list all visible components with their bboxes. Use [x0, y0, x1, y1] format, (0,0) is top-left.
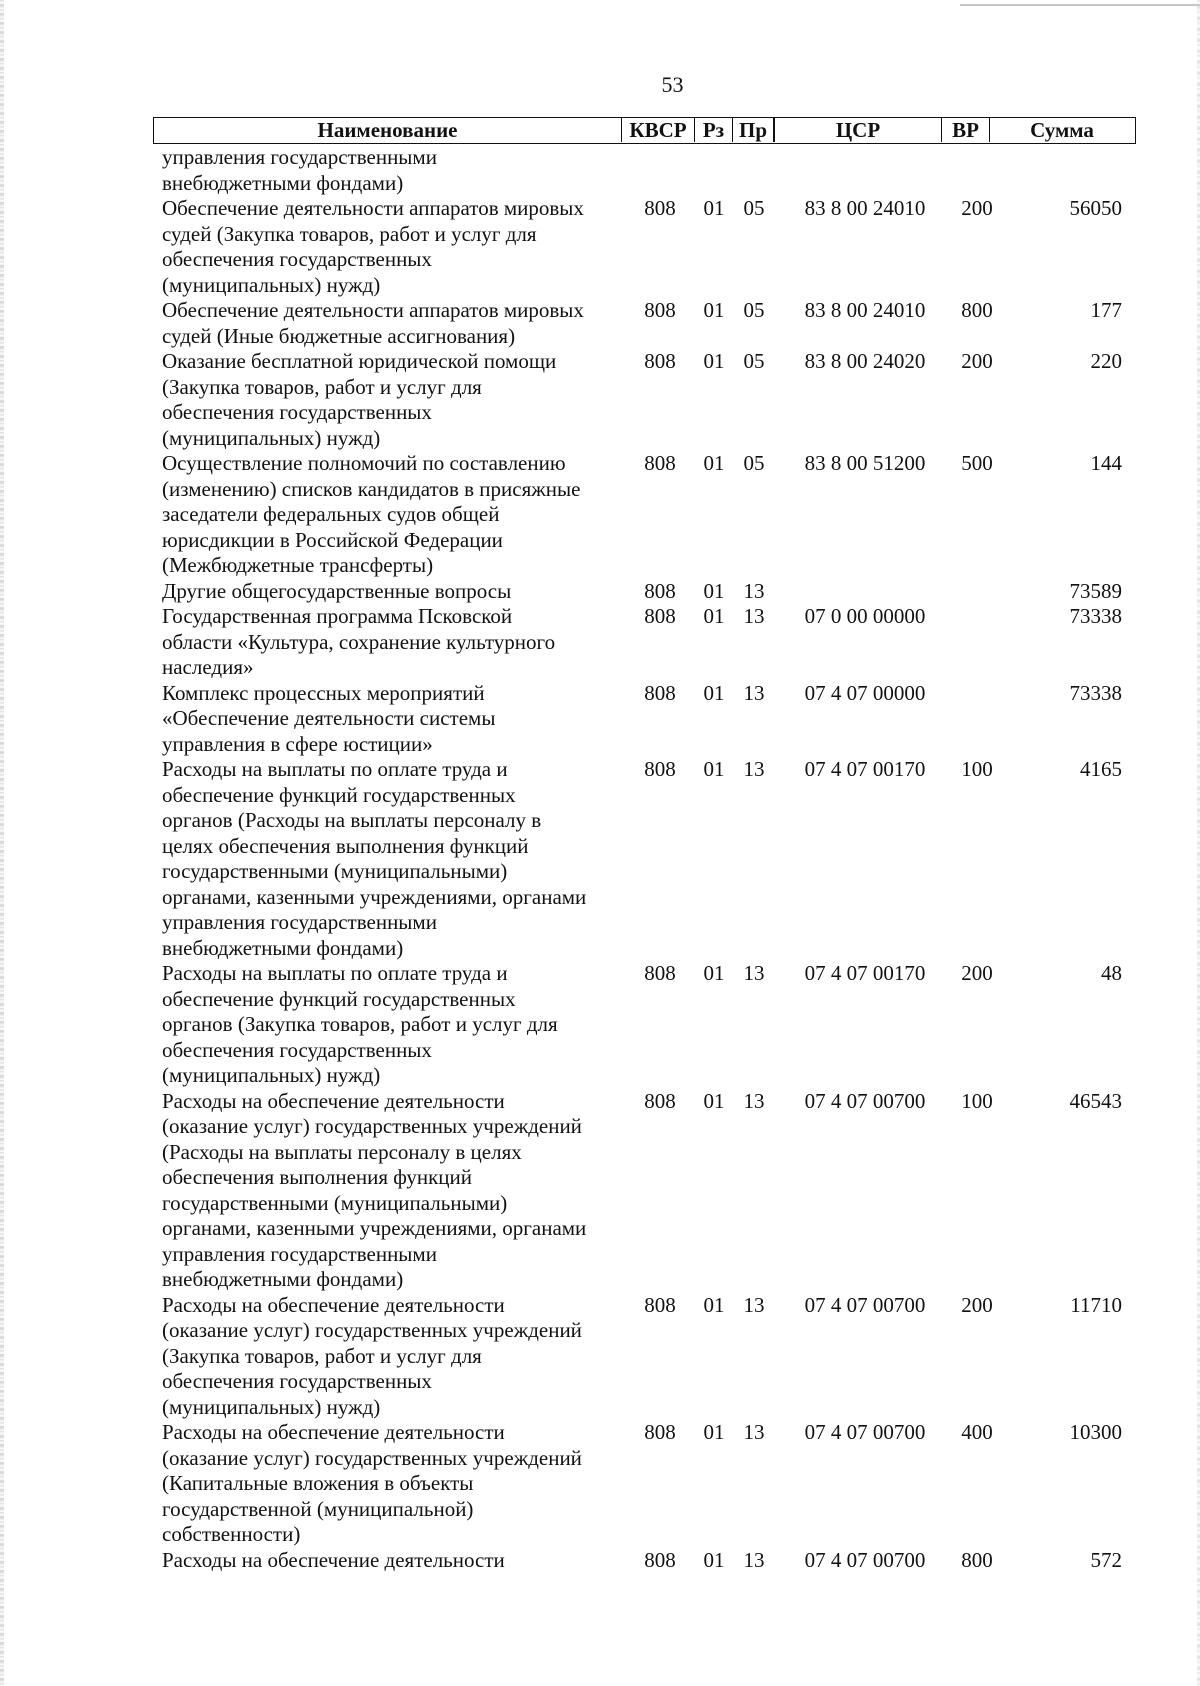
- row-rz: 01: [703, 578, 725, 603]
- row-csr: 07 4 07 00170: [804, 961, 926, 985]
- row-vr: 800: [961, 1547, 993, 1572]
- row-name: Расходы на выплаты по оплате труда и обеспечение функций государственных органов (Расходы на выплаты персоналу в целях обеспечения выполнения функций государственными (муниципальными) органами, казенными учреждениями, органами управления государственными внебюджетными фондами): [162, 757, 587, 960]
- row-rz: 01: [703, 757, 725, 781]
- row-kvsr: 808: [644, 680, 676, 705]
- row-kvsr: 808: [644, 1292, 676, 1317]
- header-csr: ЦСР: [775, 118, 942, 142]
- row-name: управления государственными внебюджетными фондами): [162, 145, 437, 195]
- row-rz: 01: [703, 298, 725, 322]
- row-vr: 400: [961, 1420, 993, 1444]
- row-pr: 13: [743, 1088, 765, 1113]
- row-vr: 200: [961, 961, 993, 985]
- table-header: [153, 117, 1136, 144]
- row-vr: 100: [961, 1088, 993, 1113]
- row-csr: 83 8 00 24020: [804, 349, 926, 373]
- row-sum: 73338: [1069, 604, 1122, 628]
- row-kvsr: 808: [644, 1547, 676, 1572]
- table-row: [162, 579, 1122, 605]
- row-csr: 83 8 00 51200: [804, 451, 926, 475]
- table-row: [162, 681, 1122, 758]
- row-rz: 01: [703, 1292, 725, 1317]
- row-sum: 73589: [1069, 578, 1122, 603]
- table-row: [162, 1548, 1122, 1574]
- row-sum: 572: [1090, 1547, 1122, 1572]
- row-rz: 01: [703, 1420, 725, 1444]
- row-pr: 05: [743, 349, 765, 373]
- header-kvsr: КВСР: [622, 118, 695, 142]
- row-pr: 05: [743, 196, 765, 220]
- header-sum: Сумма: [1030, 118, 1094, 142]
- row-sum: 11710: [1070, 1292, 1122, 1317]
- row-pr: 13: [743, 604, 765, 628]
- table-row: [162, 757, 1122, 961]
- table-row: [162, 1293, 1122, 1421]
- row-name: Расходы на обеспечение деятельности: [162, 1547, 505, 1572]
- row-kvsr: 808: [644, 451, 676, 475]
- row-name: Комплекс процессных мероприятий «Обеспечение деятельности системы управления в сфере юстиции»: [162, 680, 496, 756]
- row-csr: 07 4 07 00700: [804, 1420, 926, 1444]
- row-csr: 07 4 07 00700: [804, 1292, 926, 1317]
- row-rz: 01: [703, 680, 725, 705]
- row-rz: 01: [703, 451, 725, 475]
- row-name: Расходы на обеспечение деятельности (оказание услуг) государственных учреждений (Закупка товаров, работ и услуг для обеспечения государственных (муниципальных) нужд): [162, 1292, 582, 1419]
- row-vr: 100: [961, 757, 993, 781]
- row-rz: 01: [703, 604, 725, 628]
- row-sum: 73338: [1069, 680, 1122, 705]
- row-rz: 01: [703, 1088, 725, 1113]
- header-vr: ВР: [942, 118, 990, 142]
- row-csr: 83 8 00 24010: [804, 298, 926, 322]
- scan-edge-left: [0, 0, 4, 1686]
- row-name: Осуществление полномочий по составлению (изменению) списков кандидатов в присяжные заседатели федеральных судов общей юрисдикции в Российской Федерации (Межбюджетные трансферты): [162, 451, 581, 577]
- row-rz: 01: [703, 196, 725, 220]
- row-pr: 13: [743, 1420, 765, 1444]
- table-row: [162, 1089, 1122, 1293]
- row-sum: 10300: [1069, 1420, 1122, 1444]
- table-row: [162, 451, 1122, 579]
- row-csr: 07 4 07 00000: [804, 680, 926, 705]
- table-row: [162, 145, 1122, 196]
- row-name: Другие общегосударственные вопросы: [162, 578, 512, 603]
- row-kvsr: 808: [644, 1088, 676, 1113]
- row-pr: 13: [743, 1547, 765, 1572]
- row-kvsr: 808: [644, 578, 676, 603]
- row-name: Оказание бесплатной юридической помощи (Закупка товаров, работ и услуг для обеспечения государственных (муниципальных) нужд): [162, 349, 557, 450]
- table-row: [162, 349, 1122, 451]
- row-vr: 500: [961, 451, 993, 475]
- row-kvsr: 808: [644, 757, 676, 781]
- table-row: [162, 196, 1122, 298]
- row-csr: 07 0 00 00000: [804, 604, 926, 628]
- row-name: Расходы на обеспечение деятельности (оказание услуг) государственных учреждений (Капитальные вложения в объекты государственной (муниципальной) собственности): [162, 1420, 582, 1546]
- row-kvsr: 808: [644, 349, 676, 373]
- row-sum: 48: [1101, 961, 1122, 985]
- row-name: Расходы на обеспечение деятельности (оказание услуг) государственных учреждений (Расходы на выплаты персоналу в целях обеспечения выполнения функций государственными (муниципальными) органами, казенными учреждениями, органами управления государственными внебюджетными фондами): [162, 1088, 587, 1291]
- row-rz: 01: [703, 1547, 725, 1572]
- header-pr: Пр: [733, 118, 775, 142]
- scan-top-line: [960, 4, 1200, 6]
- row-kvsr: 808: [644, 1420, 676, 1444]
- row-rz: 01: [703, 349, 725, 373]
- page-number: 53: [661, 72, 684, 97]
- row-kvsr: 808: [644, 298, 676, 322]
- row-kvsr: 808: [644, 604, 676, 628]
- row-csr: 07 4 07 00700: [804, 1547, 926, 1572]
- row-vr: 800: [961, 298, 993, 322]
- row-name: Расходы на выплаты по оплате труда и обеспечение функций государственных органов (Закупка товаров, работ и услуг для обеспечения государственных (муниципальных) нужд): [162, 961, 558, 1087]
- row-sum: 56050: [1069, 196, 1122, 220]
- row-name: Обеспечение деятельности аппаратов мировых судей (Закупка товаров, работ и услуг для обеспечения государственных (муниципальных) нужд): [162, 196, 584, 297]
- row-sum: 46543: [1069, 1088, 1122, 1113]
- row-name: Обеспечение деятельности аппаратов мировых судей (Иные бюджетные ассигнования): [162, 298, 584, 348]
- row-pr: 05: [743, 298, 765, 322]
- row-pr: 05: [743, 451, 765, 475]
- row-sum: 4165: [1080, 757, 1122, 781]
- row-pr: 13: [743, 757, 765, 781]
- row-vr: 200: [961, 196, 993, 220]
- row-rz: 01: [703, 961, 725, 985]
- table-body: [162, 145, 1122, 1573]
- row-pr: 13: [743, 578, 765, 603]
- row-csr: 07 4 07 00700: [804, 1088, 926, 1113]
- row-csr: 07 4 07 00170: [804, 757, 926, 781]
- row-csr: 83 8 00 24010: [804, 196, 926, 220]
- table-row: [162, 604, 1122, 681]
- header-rz: Рз: [695, 118, 733, 142]
- row-sum: 177: [1090, 298, 1122, 322]
- header-name: Наименование: [154, 118, 622, 142]
- table-row: [162, 298, 1122, 349]
- row-kvsr: 808: [644, 196, 676, 220]
- row-pr: 13: [743, 961, 765, 985]
- row-pr: 13: [743, 680, 765, 705]
- row-sum: 220: [1090, 349, 1122, 373]
- table-row: [162, 1420, 1122, 1548]
- row-vr: 200: [961, 1292, 993, 1317]
- row-vr: 200: [961, 349, 993, 373]
- row-sum: 144: [1090, 451, 1122, 475]
- row-kvsr: 808: [644, 961, 676, 985]
- row-name: Государственная программа Псковской области «Культура, сохранение культурного наследия»: [162, 604, 556, 679]
- table-row: [162, 961, 1122, 1089]
- row-pr: 13: [743, 1292, 765, 1317]
